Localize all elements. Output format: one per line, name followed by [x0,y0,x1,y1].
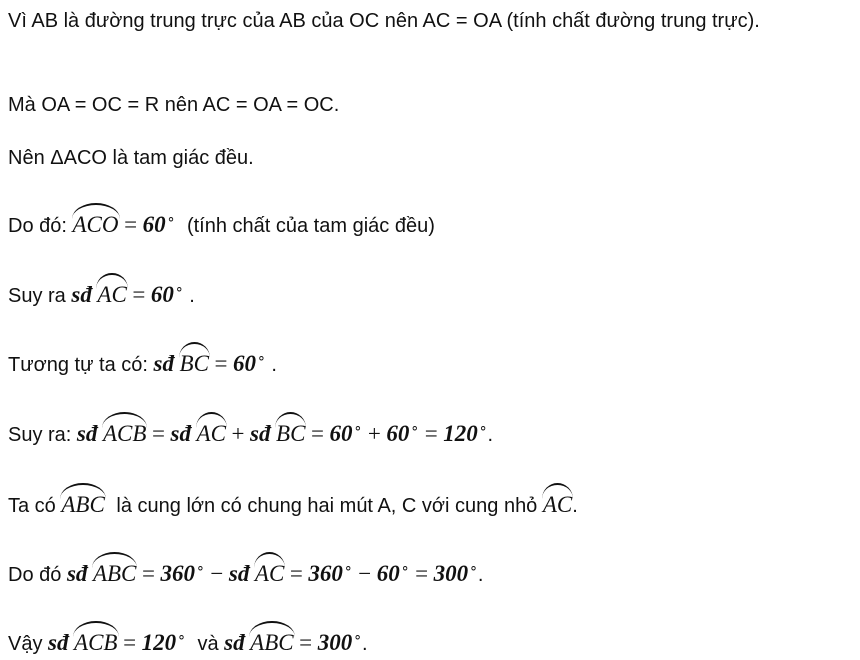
sd-symbol: sđ [76,421,98,446]
arc-ac: AC [543,486,572,518]
paragraph-9 [8,555,483,588]
text-prefix: Ta có [8,495,56,517]
arc-bc: BC [180,345,209,377]
arc-ac: AC [197,415,226,447]
arc-abc: ABC [61,486,104,518]
text-prefix: Suy ra: [8,424,72,446]
paragraph-6 [8,345,277,378]
arc-acb: ACB [103,415,146,447]
paragraph-4 [8,206,435,239]
sd-symbol: sđ [228,561,250,586]
middle-text: và [197,633,219,655]
equals-sign: = [424,421,438,446]
equals-sign: = [124,212,138,237]
equals-sign: = [214,351,228,376]
degree-symbol: ∘ [257,351,266,366]
paragraph-2: Mà OA = OC = R nên AC = OA = OC. [8,94,340,116]
period: . [361,633,368,655]
paragraph-3: Nên ΔACO là tam giác đều. [8,147,254,169]
text-prefix: Do đó [8,564,62,586]
period: . [477,564,484,586]
degree-symbol: ∘ [469,561,478,576]
period: . [271,354,277,376]
minus-sign: − [358,561,372,586]
arc-ac: AC [97,276,126,308]
value-60: 60 [376,561,400,586]
plus-sign: + [367,421,381,446]
note-text: (tính chất của tam giác đều) [186,215,435,237]
degree-symbol: ∘ [196,561,205,576]
plus-sign: + [231,421,245,446]
degree-symbol: ∘ [353,630,362,645]
degree-symbol: ∘ [174,282,184,297]
sd-symbol: sđ [48,630,69,655]
equals-sign: = [289,561,303,586]
period: . [487,424,494,446]
paragraph-5 [8,276,195,309]
text-prefix: Do đó: [8,215,67,237]
arc-bc: BC [276,415,305,447]
degree-symbol: ∘ [400,561,410,576]
value-60: 60 [386,421,410,446]
value-60: 60 [142,212,166,237]
degree-symbol: ∘ [343,561,353,576]
value-120: 120 [443,421,478,446]
degree-symbol: ∘ [353,421,363,436]
equals-sign: = [299,630,313,655]
paragraph-1: Vì AB là đường trung trực của AB của OC nên AC = OA (tính chất đường trung trực). [8,10,760,32]
equals-sign: = [123,630,137,655]
sd-symbol: sđ [224,630,245,655]
text-prefix: Vậy [8,633,43,655]
value-60: 60 [150,282,174,307]
arc-abc: ABC [250,624,293,656]
period: . [572,495,578,517]
sd-symbol: sđ [71,282,92,307]
middle-text: là cung lớn có chung hai mút A, C với cung nhỏ [116,495,538,517]
value-60: 60 [233,351,257,376]
paragraph-8 [8,486,578,519]
sd-symbol: sđ [170,421,191,446]
sd-symbol: sđ [153,351,174,376]
arc-abc: ABC [93,555,136,587]
degree-symbol: ∘ [410,421,420,436]
paragraph-7 [8,415,493,448]
equals-sign: = [132,282,146,307]
equals-sign: = [415,561,429,586]
sd-symbol: sđ [250,421,271,446]
degree-symbol: ∘ [478,421,488,436]
equals-sign: = [310,421,324,446]
text-prefix: Tương tự ta có: [8,354,148,376]
degree-symbol: ∘ [177,630,186,645]
value-300: 300 [433,561,469,586]
equals-sign: = [141,561,155,586]
value-60: 60 [329,421,353,446]
value-300: 300 [317,630,353,655]
minus-sign: − [210,561,224,586]
arc-ac: AC [255,555,284,587]
value-120: 120 [141,630,177,655]
value-360: 360 [308,561,343,586]
text-prefix: Suy ra [8,285,66,307]
angle-aco: ACO [73,206,119,238]
period: . [189,285,195,307]
arc-acb: ACB [74,624,117,656]
paragraph-10 [8,624,368,657]
degree-symbol: ∘ [166,212,176,227]
value-360: 360 [160,561,196,586]
sd-symbol: sđ [66,561,88,586]
equals-sign: = [151,421,165,446]
